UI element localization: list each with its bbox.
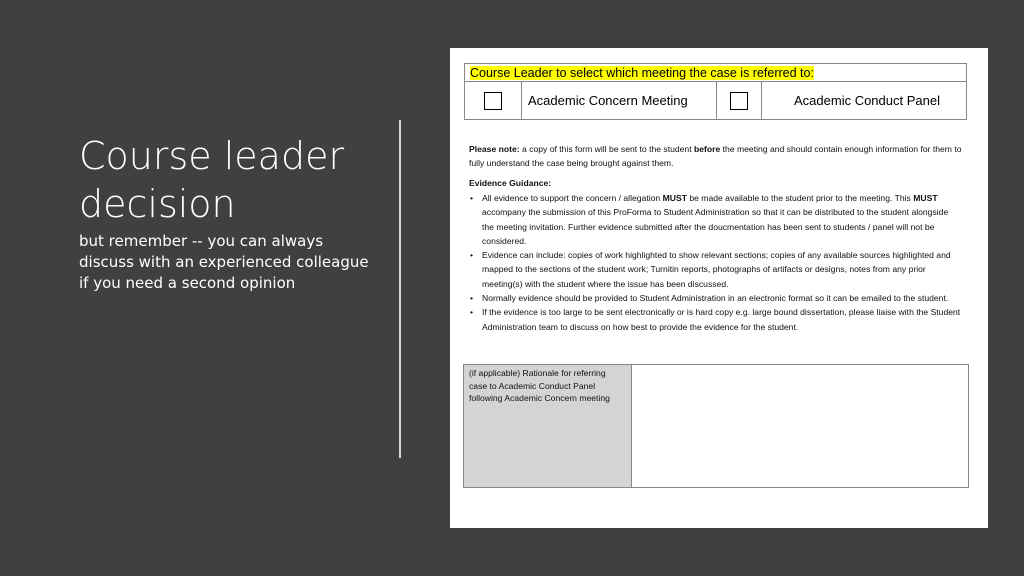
guidance-item: • All evidence to support the concern / allegation MUST be made available to the student prior to the meeting. This MUST accompany the submission of this ProForma to Student Administration so that it can be distributed to the student alongside the meeting invitation. Further evidence submitted after the doucmentation has been sent to students / panel will not be considered. (469, 191, 961, 248)
rationale-table (463, 364, 969, 488)
meeting-selection-header-text: Course Leader to select which meeting the case is referred to: (470, 66, 814, 80)
form-image (450, 48, 988, 528)
evidence-guidance-title: Evidence Guidance: (469, 178, 552, 188)
conduct-option-label: Academic Conduct Panel (794, 93, 940, 108)
meeting-selection-table (464, 63, 967, 120)
meeting-selection-header (465, 64, 966, 82)
evidence-guidance-list (469, 191, 961, 334)
concern-checkbox[interactable] (484, 92, 502, 110)
guidance-item: • If the evidence is too large to be sent electronically or is hard copy e.g. large bound dissertation, please liaise with the Student Administration team to discuss on how best to provide the evidence for the student. (469, 305, 961, 334)
slide-title: Course leader decision (79, 134, 345, 226)
guidance-item: • Normally evidence should be provided to Student Administration in an electronic format so it can be emailed to the student. (469, 291, 961, 305)
please-note-paragraph: Please note: a copy of this form will be sent to the student before the meeting and should contain enough information for them to fully understand the case being brought against them. (469, 144, 962, 168)
please-note-label: Please note: (469, 144, 520, 154)
conduct-checkbox-cell (717, 82, 762, 119)
rationale-label: (if applicable) Rationale for referring case to Academic Conduct Panel following Academic Concern meeting (464, 365, 632, 487)
conduct-checkbox[interactable] (730, 92, 748, 110)
conduct-option-cell (762, 82, 966, 119)
concern-option-cell (522, 82, 717, 119)
meeting-options-row (465, 82, 966, 119)
rationale-input-area[interactable] (632, 365, 968, 487)
vertical-divider (399, 120, 401, 458)
concern-option-label: Academic Concern Meeting (528, 93, 688, 108)
concern-checkbox-cell (465, 82, 522, 119)
guidance-item: • Evidence can include: copies of work highlighted to show relevant sections; copies of any available sources highlighted and mapped to the sections of the student work; Turnitin reports, photographs of artifacts or designs, notes from any prior meeting(s) with the student where the issue has been discussed. (469, 248, 961, 291)
slide-subtitle: but remember -- you can always discuss with an experienced colleague if you need a second opinion (79, 232, 369, 292)
